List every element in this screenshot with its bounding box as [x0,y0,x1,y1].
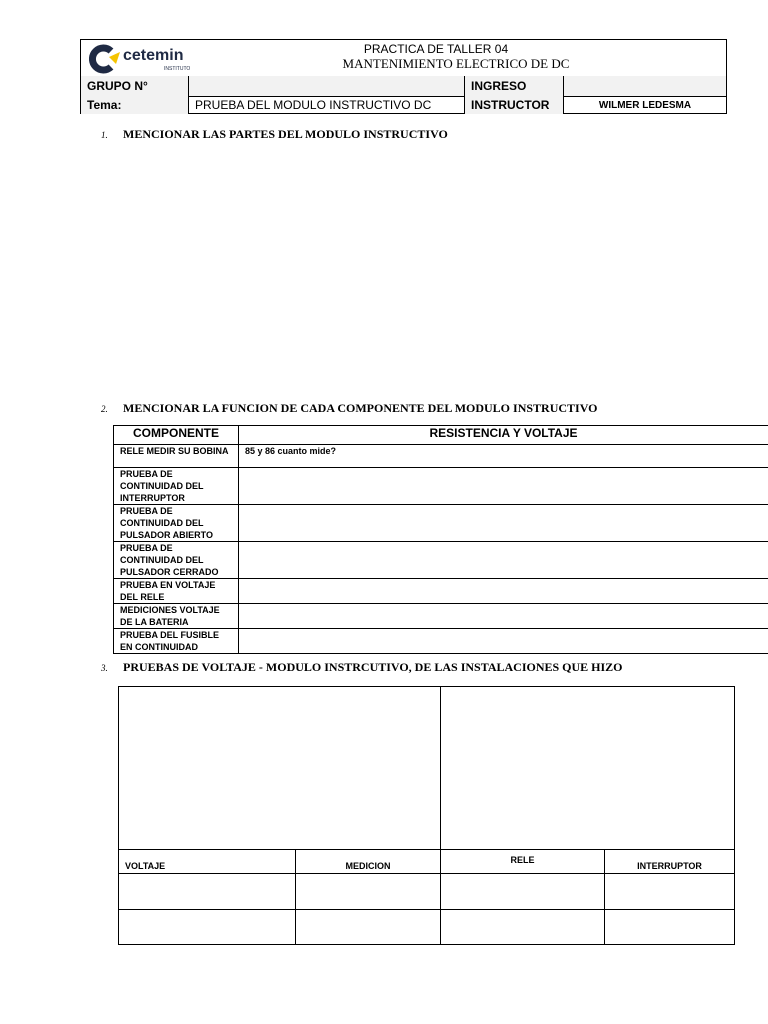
voltage-test-table [118,686,735,945]
value-cell[interactable]: 85 y 86 cuanto mide? [239,445,768,468]
cetemin-logo [89,44,199,74]
table-row [114,542,768,579]
ingreso-field[interactable] [564,76,726,96]
table-row [114,445,768,468]
rele-cell[interactable] [441,910,604,945]
value-cell[interactable] [239,542,768,579]
voltaje-cell[interactable] [119,874,295,909]
rele-header: RELE [510,855,535,865]
rele-cell[interactable] [441,874,604,909]
question-1-text: MENCIONAR LAS PARTES DEL MODULO INSTRUCTIVO [123,127,448,141]
row-divider [119,849,734,850]
component-cell: RELE MEDIR SU BOBINA [114,445,239,468]
table-row [114,579,768,604]
logo-text: cetemin [123,47,184,64]
table-row [114,604,768,629]
document-title-line2: MANTENIMIENTO ELECTRICO DE DC [342,56,570,71]
instructor-field[interactable]: WILMER LEDESMA [598,99,692,111]
component-cell: PRUEBA DE CONTINUIDAD DEL INTERRUPTOR [114,468,239,505]
component-cell: PRUEBA DE CONTINUIDAD DEL PULSADOR ABIERTO [114,505,239,542]
value-cell[interactable] [239,505,768,542]
interruptor-cell[interactable] [605,874,734,909]
question-3-text: PRUEBAS DE VOLTAJE - MODULO INSTRCUTIVO, DE LAS INSTALACIONES QUE HIZO [123,660,623,674]
medicion-header: MEDICION [345,861,391,871]
table-row [114,468,768,505]
component-table-header [114,426,768,445]
value-cell[interactable] [239,579,768,604]
component-column-header: COMPONENTE [114,426,239,445]
question-2-number: 2. [101,404,108,414]
header-title-row [81,40,726,77]
instructor-label: INSTRUCTOR [465,96,564,114]
interruptor-cell[interactable] [605,910,734,945]
question-2-text: MENCIONAR LA FUNCION DE CADA COMPONENTE DEL MODULO INSTRUCTIVO [123,401,598,415]
photo-area-left[interactable] [119,687,440,849]
medicion-cell[interactable] [296,874,440,909]
component-cell: PRUEBA EN VOLTAJE DEL RELE [114,579,239,604]
component-table [113,425,768,654]
question-3-number: 3. [101,663,108,673]
grupo-label: GRUPO N° [81,76,189,96]
value-cell[interactable] [239,468,768,505]
component-cell: PRUEBA DEL FUSIBLE EN CONTINUIDAD [114,629,239,654]
photo-area-right[interactable] [441,687,734,849]
component-cell: MEDICIONES VOLTAJE DE LA BATERIA [114,604,239,629]
resistance-voltage-column-header: RESISTENCIA Y VOLTAJE [239,426,768,445]
table-row [114,505,768,542]
table-row [114,629,768,654]
ingreso-label: INGRESO [465,76,564,96]
logo-c-icon [89,44,121,74]
document-header [80,39,727,114]
voltaje-cell[interactable] [119,910,295,945]
medicion-cell[interactable] [296,910,440,945]
header-grupo-row [81,76,726,97]
grupo-field[interactable] [189,76,465,96]
interruptor-header: INTERRUPTOR [637,861,702,871]
header-tema-row [81,96,726,114]
logo-subtext: INSTITUTO [164,66,191,72]
document-title-line1: PRACTICA DE TALLER 04 [363,42,509,56]
component-cell: PRUEBA DE CONTINUIDAD DEL PULSADOR CERRADO [114,542,239,579]
value-cell[interactable] [239,629,768,654]
tema-label: Tema: [81,96,189,114]
value-cell[interactable] [239,604,768,629]
tema-field[interactable]: PRUEBA DEL MODULO INSTRUCTIVO DC [189,96,465,114]
question-1-number: 1. [101,130,108,140]
voltaje-header: VOLTAJE [125,861,166,871]
